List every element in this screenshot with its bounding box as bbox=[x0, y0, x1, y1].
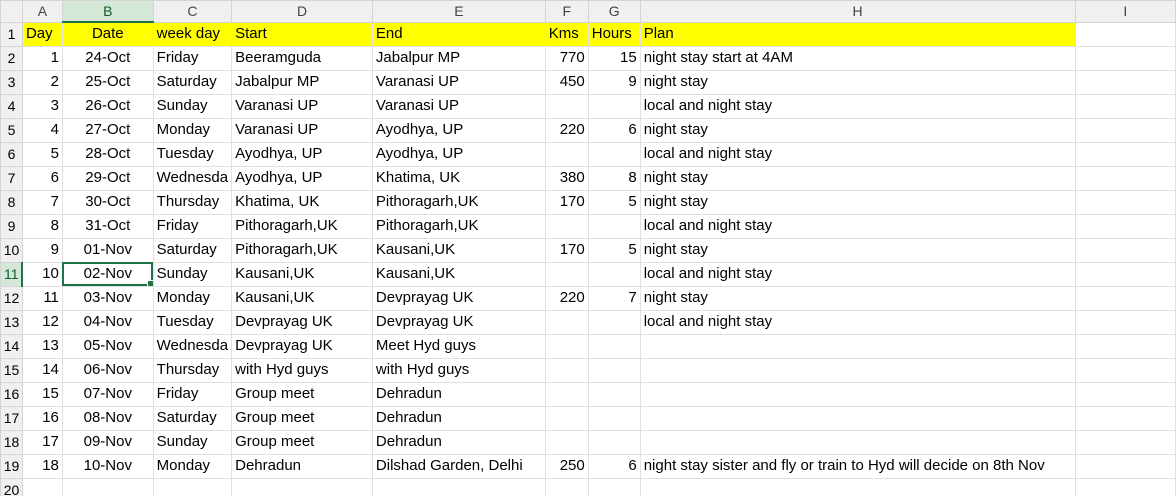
cell[interactable] bbox=[588, 478, 640, 496]
cell-day[interactable]: 13 bbox=[22, 334, 62, 358]
cell-end[interactable]: Devprayag UK bbox=[372, 310, 545, 334]
cell-day[interactable]: 14 bbox=[22, 358, 62, 382]
cell-day[interactable]: 15 bbox=[22, 382, 62, 406]
cell[interactable] bbox=[1075, 382, 1175, 406]
table-row bbox=[1, 358, 1176, 382]
cell-day[interactable]: 17 bbox=[22, 430, 62, 454]
column-header-h[interactable]: H bbox=[640, 1, 1075, 23]
cell-weekday[interactable]: Monday bbox=[153, 118, 231, 142]
cell-weekday[interactable]: Friday bbox=[153, 382, 231, 406]
row-header[interactable]: 10 bbox=[1, 238, 23, 262]
cell-day[interactable]: 18 bbox=[22, 454, 62, 478]
cell-hours[interactable] bbox=[588, 214, 640, 238]
row-header[interactable]: 9 bbox=[1, 214, 23, 238]
cell-start[interactable]: Pithoragarh,UK bbox=[232, 214, 373, 238]
cell[interactable] bbox=[1075, 118, 1175, 142]
cell-plan[interactable] bbox=[640, 430, 1075, 454]
cell-date[interactable]: 08-Nov bbox=[62, 406, 153, 430]
cell-end[interactable]: Dehradun bbox=[372, 406, 545, 430]
cell[interactable] bbox=[1075, 406, 1175, 430]
header-weekday[interactable]: week day bbox=[153, 22, 231, 46]
cell[interactable] bbox=[545, 478, 588, 496]
row-header[interactable]: 8 bbox=[1, 190, 23, 214]
cell-kms[interactable] bbox=[545, 310, 588, 334]
cell-day[interactable]: 12 bbox=[22, 310, 62, 334]
cell[interactable] bbox=[1075, 142, 1175, 166]
cell-kms[interactable]: 380 bbox=[545, 166, 588, 190]
cell-date[interactable]: 25-Oct bbox=[62, 70, 153, 94]
cell-plan[interactable]: night stay bbox=[640, 166, 1075, 190]
column-header-b[interactable]: B bbox=[62, 1, 153, 23]
header-end[interactable]: End bbox=[372, 22, 545, 46]
cell-plan[interactable] bbox=[640, 358, 1075, 382]
header-hours[interactable]: Hours bbox=[588, 22, 640, 46]
table-row bbox=[1, 286, 1176, 310]
cell-hours[interactable]: 5 bbox=[588, 190, 640, 214]
cell-hours[interactable] bbox=[588, 358, 640, 382]
cell[interactable] bbox=[640, 478, 1075, 496]
cell-day[interactable]: 6 bbox=[22, 166, 62, 190]
cell-end[interactable]: Ayodhya, UP bbox=[372, 142, 545, 166]
row-header[interactable]: 5 bbox=[1, 118, 23, 142]
cell-start[interactable]: Devprayag UK bbox=[232, 334, 373, 358]
row-header[interactable]: 19 bbox=[1, 454, 23, 478]
cell-kms[interactable] bbox=[545, 406, 588, 430]
cell-kms[interactable] bbox=[545, 142, 588, 166]
cell-plan[interactable]: local and night stay bbox=[640, 310, 1075, 334]
cell-date[interactable]: 28-Oct bbox=[62, 142, 153, 166]
table-row bbox=[1, 142, 1176, 166]
cell[interactable] bbox=[1075, 238, 1175, 262]
cell-weekday[interactable]: Sunday bbox=[153, 94, 231, 118]
row-header[interactable]: 12 bbox=[1, 286, 23, 310]
cell-hours[interactable] bbox=[588, 382, 640, 406]
cell-end[interactable]: Dehradun bbox=[372, 430, 545, 454]
row-header[interactable]: 2 bbox=[1, 46, 23, 70]
cell-start[interactable]: Varanasi UP bbox=[232, 94, 373, 118]
cell-end[interactable]: Meet Hyd guys bbox=[372, 334, 545, 358]
header-plan[interactable]: Plan bbox=[640, 22, 1075, 46]
cell-date[interactable]: 29-Oct bbox=[62, 166, 153, 190]
table-row bbox=[1, 70, 1176, 94]
cell-hours[interactable] bbox=[588, 406, 640, 430]
cell-plan[interactable]: night stay bbox=[640, 286, 1075, 310]
cell-date[interactable]: 30-Oct bbox=[62, 190, 153, 214]
cell-kms[interactable]: 170 bbox=[545, 190, 588, 214]
cell[interactable] bbox=[1075, 214, 1175, 238]
column-header-g[interactable]: G bbox=[588, 1, 640, 23]
cell-start[interactable]: Pithoragarh,UK bbox=[232, 238, 373, 262]
cell[interactable] bbox=[1075, 430, 1175, 454]
cell-plan[interactable]: night stay bbox=[640, 118, 1075, 142]
cell-kms[interactable] bbox=[545, 358, 588, 382]
cell-end[interactable]: Dehradun bbox=[372, 382, 545, 406]
cell-date[interactable]: 01-Nov bbox=[62, 238, 153, 262]
row-header[interactable]: 16 bbox=[1, 382, 23, 406]
cell[interactable] bbox=[1075, 166, 1175, 190]
cell[interactable] bbox=[1075, 454, 1175, 478]
cell-day[interactable]: 8 bbox=[22, 214, 62, 238]
row-header[interactable]: 1 bbox=[1, 22, 23, 46]
cell-weekday[interactable]: Tuesday bbox=[153, 310, 231, 334]
cell-hours[interactable]: 9 bbox=[588, 70, 640, 94]
table-row bbox=[1, 406, 1176, 430]
table-row bbox=[1, 166, 1176, 190]
cell-plan[interactable] bbox=[640, 406, 1075, 430]
column-header-i[interactable]: I bbox=[1075, 1, 1175, 23]
cell-start[interactable]: Kausani,UK bbox=[232, 262, 373, 286]
cell-plan[interactable] bbox=[640, 334, 1075, 358]
column-header-c[interactable]: C bbox=[153, 1, 231, 23]
cell-date[interactable]: 02-Nov bbox=[62, 262, 153, 286]
header-date[interactable]: Date bbox=[62, 22, 153, 46]
row-header[interactable]: 11 bbox=[1, 262, 23, 286]
column-header-row bbox=[1, 1, 1176, 23]
cell-start[interactable]: Group meet bbox=[232, 406, 373, 430]
cell-weekday[interactable]: Monday bbox=[153, 286, 231, 310]
cell-end[interactable]: Kausani,UK bbox=[372, 238, 545, 262]
table-row bbox=[1, 118, 1176, 142]
cell-kms[interactable]: 770 bbox=[545, 46, 588, 70]
cell-kms[interactable] bbox=[545, 214, 588, 238]
cell-end[interactable]: Devprayag UK bbox=[372, 286, 545, 310]
cell-plan[interactable]: local and night stay bbox=[640, 94, 1075, 118]
cell-day[interactable]: 1 bbox=[22, 46, 62, 70]
cell-weekday[interactable]: Saturday bbox=[153, 70, 231, 94]
cell-hours[interactable] bbox=[588, 262, 640, 286]
cell-weekday[interactable]: Tuesday bbox=[153, 142, 231, 166]
cell-day[interactable]: 11 bbox=[22, 286, 62, 310]
table-row bbox=[1, 214, 1176, 238]
cell-start[interactable]: Ayodhya, UP bbox=[232, 142, 373, 166]
cell-end[interactable]: Pithoragarh,UK bbox=[372, 214, 545, 238]
cell-end[interactable]: Dilshad Garden, Delhi bbox=[372, 454, 545, 478]
cell[interactable] bbox=[1075, 310, 1175, 334]
table-row bbox=[1, 310, 1176, 334]
cell-plan[interactable]: night stay start at 4AM bbox=[640, 46, 1075, 70]
table-row bbox=[1, 238, 1176, 262]
cell-end[interactable]: Kausani,UK bbox=[372, 262, 545, 286]
cell-kms[interactable] bbox=[545, 262, 588, 286]
table-row bbox=[1, 94, 1176, 118]
cell-start[interactable]: Beeramguda bbox=[232, 46, 373, 70]
cell-plan[interactable]: local and night stay bbox=[640, 142, 1075, 166]
cell[interactable] bbox=[372, 478, 545, 496]
table-row bbox=[1, 430, 1176, 454]
cell[interactable] bbox=[1075, 334, 1175, 358]
cell-start[interactable]: Kausani,UK bbox=[232, 286, 373, 310]
cell-plan[interactable]: night stay sister and fly or train to Hyd will decide on 8th Nov bbox=[640, 454, 1075, 478]
cell-kms[interactable] bbox=[545, 334, 588, 358]
cell-plan[interactable]: night stay bbox=[640, 238, 1075, 262]
cell-hours[interactable] bbox=[588, 94, 640, 118]
table-row bbox=[1, 334, 1176, 358]
cell-weekday[interactable]: Thursday bbox=[153, 358, 231, 382]
cell-start[interactable]: with Hyd guys bbox=[232, 358, 373, 382]
cell-kms[interactable] bbox=[545, 430, 588, 454]
cell-kms[interactable]: 250 bbox=[545, 454, 588, 478]
cell-day[interactable]: 4 bbox=[22, 118, 62, 142]
cell-start[interactable]: Khatima, UK bbox=[232, 190, 373, 214]
cell-end[interactable]: Ayodhya, UP bbox=[372, 118, 545, 142]
cell-kms[interactable] bbox=[545, 94, 588, 118]
cell[interactable] bbox=[22, 478, 62, 496]
cell-day[interactable]: 5 bbox=[22, 142, 62, 166]
cell-kms[interactable] bbox=[545, 382, 588, 406]
cell-day[interactable]: 16 bbox=[22, 406, 62, 430]
cell-start[interactable]: Jabalpur MP bbox=[232, 70, 373, 94]
row-header[interactable]: 18 bbox=[1, 430, 23, 454]
cell-end[interactable]: Khatima, UK bbox=[372, 166, 545, 190]
cell-day[interactable]: 10 bbox=[22, 262, 62, 286]
cell[interactable] bbox=[1075, 478, 1175, 496]
cell-day[interactable]: 9 bbox=[22, 238, 62, 262]
row-header[interactable]: 13 bbox=[1, 310, 23, 334]
cell-date[interactable]: 27-Oct bbox=[62, 118, 153, 142]
cell-hours[interactable]: 7 bbox=[588, 286, 640, 310]
cell-date[interactable]: 03-Nov bbox=[62, 286, 153, 310]
cell-date[interactable]: 26-Oct bbox=[62, 94, 153, 118]
cell[interactable] bbox=[1075, 94, 1175, 118]
cell-end[interactable]: Varanasi UP bbox=[372, 94, 545, 118]
cell-plan[interactable]: local and night stay bbox=[640, 214, 1075, 238]
cell-plan[interactable] bbox=[640, 382, 1075, 406]
cell-hours[interactable] bbox=[588, 142, 640, 166]
cell[interactable] bbox=[1075, 46, 1175, 70]
cell-plan[interactable]: night stay bbox=[640, 190, 1075, 214]
cell-hours[interactable]: 5 bbox=[588, 238, 640, 262]
cell[interactable] bbox=[1075, 190, 1175, 214]
cell-start[interactable]: Group meet bbox=[232, 382, 373, 406]
row-header[interactable]: 20 bbox=[1, 478, 23, 496]
cell-weekday[interactable]: Wednesda bbox=[153, 334, 231, 358]
cell-end[interactable]: Pithoragarh,UK bbox=[372, 190, 545, 214]
cell-hours[interactable] bbox=[588, 430, 640, 454]
cell-hours[interactable] bbox=[588, 310, 640, 334]
column-header-a[interactable]: A bbox=[22, 1, 62, 23]
cell-end[interactable]: Varanasi UP bbox=[372, 70, 545, 94]
cell[interactable] bbox=[1075, 262, 1175, 286]
cell-start[interactable]: Ayodhya, UP bbox=[232, 166, 373, 190]
cell[interactable] bbox=[232, 478, 373, 496]
row-header[interactable]: 6 bbox=[1, 142, 23, 166]
header-kms[interactable]: Kms bbox=[545, 22, 588, 46]
cell-hours[interactable]: 6 bbox=[588, 118, 640, 142]
column-header-d[interactable]: D bbox=[232, 1, 373, 23]
cell-date[interactable]: 05-Nov bbox=[62, 334, 153, 358]
cell-kms[interactable]: 220 bbox=[545, 118, 588, 142]
column-header-f[interactable]: F bbox=[545, 1, 588, 23]
cell-day[interactable]: 2 bbox=[22, 70, 62, 94]
cell[interactable] bbox=[62, 478, 153, 496]
table-row bbox=[1, 454, 1176, 478]
cell[interactable] bbox=[1075, 358, 1175, 382]
table-header-row bbox=[1, 22, 1176, 46]
cell-date[interactable]: 24-Oct bbox=[62, 46, 153, 70]
cell-start[interactable]: Group meet bbox=[232, 430, 373, 454]
cell-weekday[interactable]: Wednesda bbox=[153, 166, 231, 190]
table-row bbox=[1, 382, 1176, 406]
cell-date[interactable]: 04-Nov bbox=[62, 310, 153, 334]
cell-weekday[interactable]: Sunday bbox=[153, 262, 231, 286]
cell-weekday[interactable]: Saturday bbox=[153, 238, 231, 262]
cell-plan[interactable]: night stay bbox=[640, 70, 1075, 94]
cell-weekday[interactable]: Monday bbox=[153, 454, 231, 478]
cell-weekday[interactable]: Friday bbox=[153, 46, 231, 70]
cell-weekday[interactable]: Friday bbox=[153, 214, 231, 238]
cell-kms[interactable]: 220 bbox=[545, 286, 588, 310]
cell-start[interactable]: Varanasi UP bbox=[232, 118, 373, 142]
cell-weekday[interactable]: Thursday bbox=[153, 190, 231, 214]
cell-end[interactable]: with Hyd guys bbox=[372, 358, 545, 382]
row-header[interactable]: 7 bbox=[1, 166, 23, 190]
cell[interactable] bbox=[1075, 70, 1175, 94]
cell-hours[interactable] bbox=[588, 334, 640, 358]
cell[interactable] bbox=[1075, 286, 1175, 310]
row-header[interactable]: 14 bbox=[1, 334, 23, 358]
cell-date[interactable]: 09-Nov bbox=[62, 430, 153, 454]
table-row bbox=[1, 262, 1176, 286]
cell[interactable] bbox=[153, 478, 231, 496]
cell-date[interactable]: 06-Nov bbox=[62, 358, 153, 382]
row-header[interactable]: 17 bbox=[1, 406, 23, 430]
cell-kms[interactable]: 450 bbox=[545, 70, 588, 94]
table-row bbox=[1, 190, 1176, 214]
row-header[interactable]: 3 bbox=[1, 70, 23, 94]
cell-end[interactable]: Jabalpur MP bbox=[372, 46, 545, 70]
cell-hours[interactable]: 6 bbox=[588, 454, 640, 478]
table-row bbox=[1, 46, 1176, 70]
cell-date[interactable]: 10-Nov bbox=[62, 454, 153, 478]
cell-day[interactable]: 3 bbox=[22, 94, 62, 118]
cell-hours[interactable]: 8 bbox=[588, 166, 640, 190]
cell-date[interactable]: 07-Nov bbox=[62, 382, 153, 406]
row-header[interactable]: 15 bbox=[1, 358, 23, 382]
cell[interactable] bbox=[1075, 22, 1175, 46]
cell-weekday[interactable]: Sunday bbox=[153, 430, 231, 454]
header-day[interactable]: Day bbox=[22, 22, 62, 46]
cell-weekday[interactable]: Saturday bbox=[153, 406, 231, 430]
cell-start[interactable]: Devprayag UK bbox=[232, 310, 373, 334]
cell-day[interactable]: 7 bbox=[22, 190, 62, 214]
cell-plan[interactable]: local and night stay bbox=[640, 262, 1075, 286]
cell-hours[interactable]: 15 bbox=[588, 46, 640, 70]
column-header-e[interactable]: E bbox=[372, 1, 545, 23]
cell-start[interactable]: Dehradun bbox=[232, 454, 373, 478]
table-row bbox=[1, 478, 1176, 496]
header-start[interactable]: Start bbox=[232, 22, 373, 46]
cell-date[interactable]: 31-Oct bbox=[62, 214, 153, 238]
select-all-corner[interactable] bbox=[1, 1, 23, 23]
row-header[interactable]: 4 bbox=[1, 94, 23, 118]
cell-kms[interactable]: 170 bbox=[545, 238, 588, 262]
